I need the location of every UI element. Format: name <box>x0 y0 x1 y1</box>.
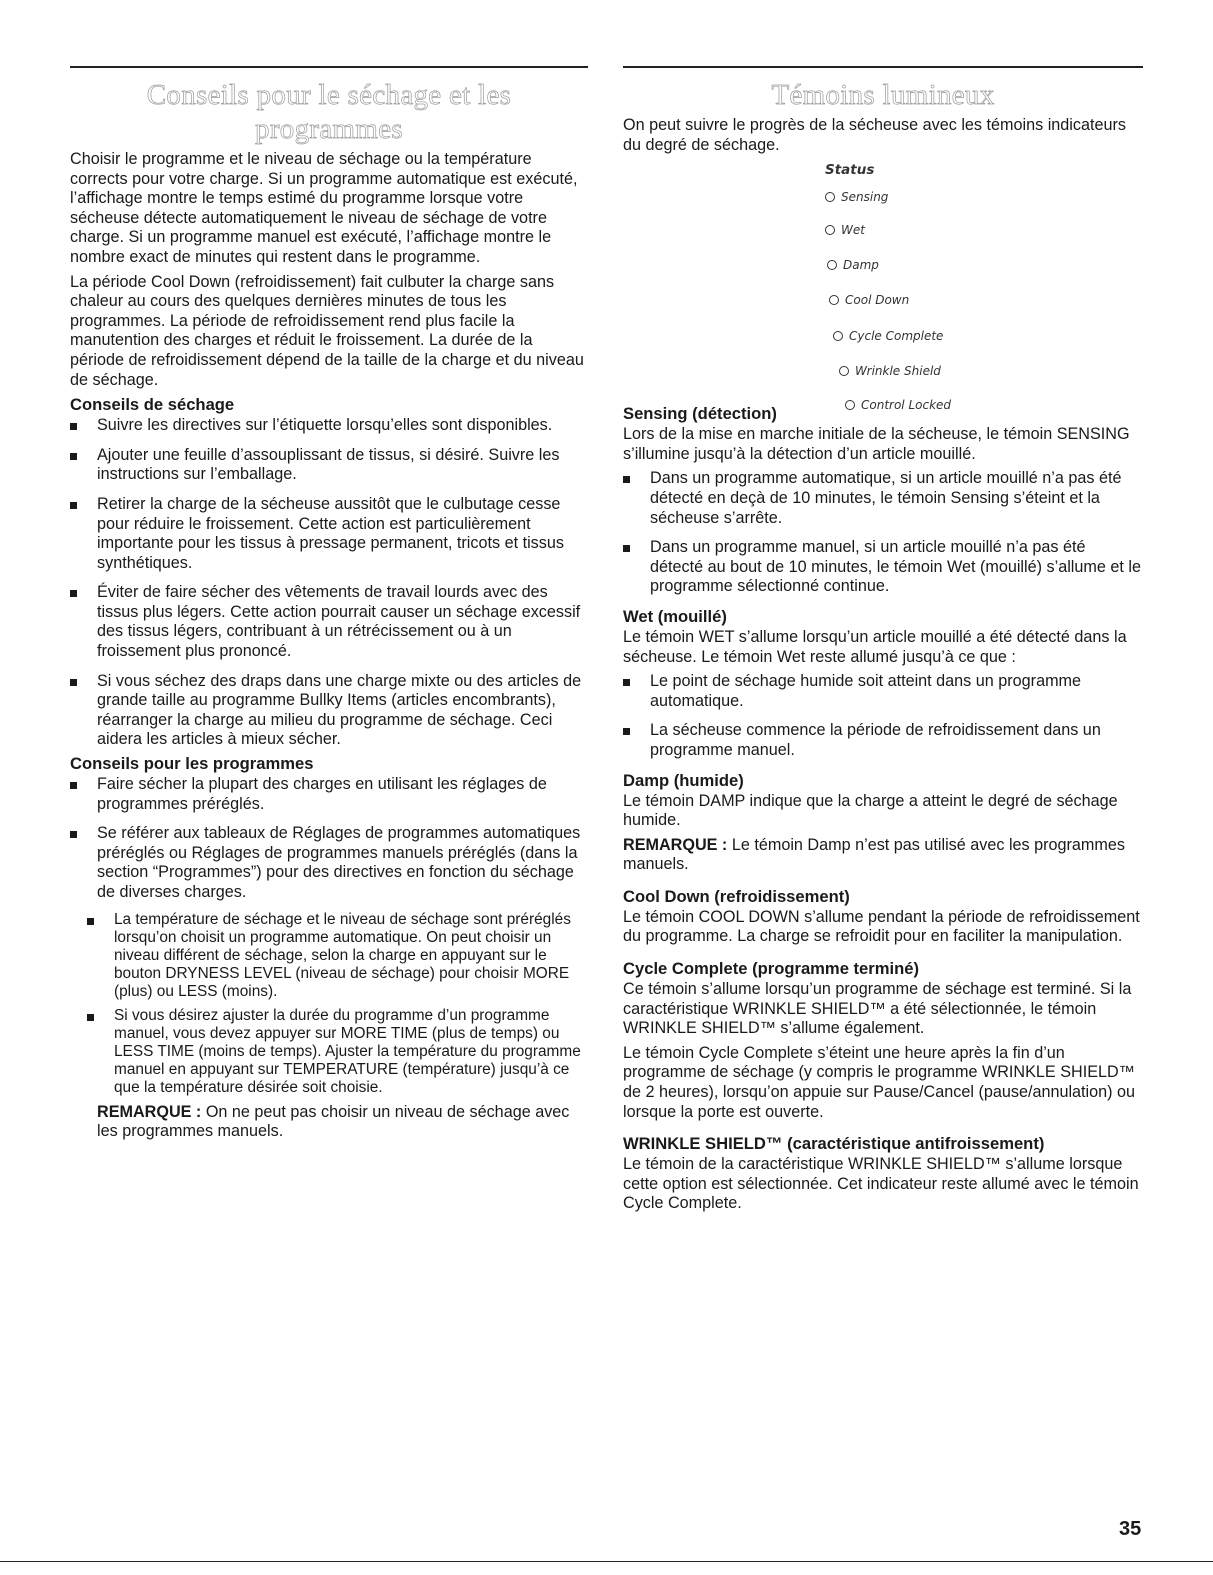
drying-tips-list <box>70 416 588 750</box>
indicator-ring-icon <box>829 295 839 305</box>
status-label: Cool Down <box>845 293 910 308</box>
indicator-ring-icon <box>845 400 855 410</box>
left-column <box>70 66 588 1147</box>
top-rule-right <box>623 66 1143 68</box>
status-light-control-locked <box>845 398 951 412</box>
wet-list <box>623 672 1143 760</box>
sensing-text: Lors de la mise en marche initiale de la sécheuse, le témoin SENSING s’illumine jusqu’à la détection d’un article mouillé. <box>623 425 1130 463</box>
damp-note <box>623 836 1143 875</box>
note-text: On ne peut pas choisir un niveau de séchage avec les programmes manuels. <box>97 1102 570 1141</box>
section-title-drying-tips: Conseils pour le séchage et les programmes <box>146 79 512 145</box>
list-item: Si vous séchez des draps dans une charge mixte ou des articles de grande taille au programme Bullky Items (articles encombrants), réarranger la charge au milieu du programme de séchage. Ceci aidera les articles à mieux sécher. <box>70 672 588 750</box>
list-item: Si vous désirez ajuster la durée du programme d’un programme manuel, vous devez appuyer sur MORE TIME (plus de temps) ou LESS TIME (moins de temps). Ajuster la température du programme manuel en appuyant sur TEMPERATURE (température) jusqu’à ce que la température désirée soit choisie. <box>87 1007 588 1097</box>
wet-heading: Wet (mouillé) <box>623 606 727 626</box>
program-tips-sublist <box>87 911 588 1097</box>
list-item: Suivre les directives sur l’étiquette lorsqu’elles sont disponibles. <box>70 416 588 436</box>
indicator-ring-icon <box>825 225 835 235</box>
wrinkle-shield-heading: WRINKLE SHIELD™ (caractéristique antifroissement) <box>623 1134 1045 1154</box>
bottom-rule <box>0 1561 1213 1562</box>
indicator-ring-icon <box>827 260 837 270</box>
status-label: Sensing <box>841 190 889 205</box>
list-item: Se référer aux tableaux de Réglages de programmes automatiques préréglés ou Réglages de programmes manuels préréglés (dans la section “Programmes”) pour des directives en fonction du séchage de diverses charges. <box>70 824 588 902</box>
status-light-wrinkle-shield <box>839 364 941 378</box>
status-light-cycle-complete <box>833 329 943 343</box>
damp-text: Le témoin DAMP indique que la charge a atteint le degré de séchage humide. <box>623 791 1118 830</box>
wrinkle-shield-text: Le témoin de la caractéristique WRINKLE SHIELD™ s’allume lorsque cette option est sélectionnée. Cet indicateur reste allumé avec le témoin Cycle Complete. <box>623 1155 1139 1213</box>
cool-down-text: Le témoin COOL DOWN s’allume pendant la période de refroidissement du programme. La charge se refroidit pour en faciliter la manipulation. <box>623 907 1140 946</box>
note-text: Le témoin Damp n’est pas utilisé avec les programmes manuels. <box>623 835 1125 874</box>
intro-paragraph-1: Choisir le programme et le niveau de séchage ou la température corrects pour votre charge. Si un programme automatique est exécuté, l’affichage montre le temps estimé du programme lorsque votre sécheuse détecte automatiquement le niveau de séchage de votre charge. Si un programme manuel est exécuté, l’affichage montre le nombre exact de minutes qui restent dans le programme. <box>70 150 578 266</box>
list-item: Ajouter une feuille d’assouplissant de tissus, si désiré. Suivre les instructions sur l’emballage. <box>70 446 588 485</box>
status-light-wet <box>825 223 865 237</box>
status-label: Wrinkle Shield <box>855 364 941 379</box>
status-title: Status <box>825 162 875 179</box>
cycle-complete-heading: Cycle Complete (programme terminé) <box>623 959 919 979</box>
status-panel-illustration <box>623 160 1143 413</box>
program-tips-heading: Conseils pour les programmes <box>70 754 314 774</box>
status-label: Cycle Complete <box>849 329 944 344</box>
note-label: REMARQUE : <box>97 1102 202 1121</box>
sensing-list <box>623 469 1143 597</box>
indicator-intro: On peut suivre le progrès de la sécheuse avec les témoins indicateurs du degré de séchage. <box>623 116 1126 154</box>
list-item: Dans un programme automatique, si un article mouillé n’a pas été détecté en deçà de 10 minutes, le témoin Sensing s’éteint et la sécheuse s’arrête. <box>623 469 1143 528</box>
indicator-ring-icon <box>839 366 849 376</box>
list-item: La température de séchage et le niveau de séchage sont préréglés lorsqu’on choisit un programme automatique. On peut choisir un niveau différent de séchage, selon la charge en appuyant sur le bouton DRYNESS LEVEL (niveau de séchage) pour choisir MORE (plus) ou LESS (moins). <box>87 911 588 1001</box>
status-light-cool-down <box>829 293 909 307</box>
status-label: Control Locked <box>861 398 952 413</box>
indicator-ring-icon <box>825 192 835 202</box>
program-tips-list <box>70 775 588 903</box>
status-label: Wet <box>841 223 865 238</box>
list-item: Faire sécher la plupart des charges en utilisant les réglages de programmes préréglés. <box>70 775 588 814</box>
section-title-indicator-lights: Témoins lumineux <box>771 79 995 111</box>
list-item: Le point de séchage humide soit atteint dans un programme automatique. <box>623 672 1143 711</box>
cycle-complete-text-2: Le témoin Cycle Complete s’éteint une heure après la fin d’un programme de séchage (y compris le programme WRINKLE SHIELD™ de 2 heures), lorsqu’on appuie sur Pause/Cancel (pause/annulation) ou lorsque la porte est ouverte. <box>623 1043 1136 1121</box>
note-paragraph <box>70 1103 588 1142</box>
indicator-ring-icon <box>833 331 843 341</box>
list-item: Dans un programme manuel, si un article mouillé n’a pas été détecté au bout de 10 minutes, le témoin Wet (mouillé) s’allume et le programme sélectionné continue. <box>623 538 1143 597</box>
status-light-damp <box>827 258 879 272</box>
list-item: La sécheuse commence la période de refroidissement dans un programme manuel. <box>623 721 1143 760</box>
wet-text: Le témoin WET s’allume lorsqu’un article mouillé a été détecté dans la sécheuse. Le témoin Wet reste allumé jusqu’à ce que : <box>623 627 1127 666</box>
drying-tips-heading: Conseils de séchage <box>70 395 235 415</box>
list-item: Retirer la charge de la sécheuse aussitôt que le culbutage cesse pour réduire le froissement. Cette action est particulièrement importante pour les tissus à pressage permanent, tricots et tissus synthétiques. <box>70 495 588 573</box>
status-light-sensing <box>825 190 888 204</box>
right-column <box>623 66 1143 1219</box>
sensing-heading: Sensing (détection) <box>623 404 777 424</box>
intro-paragraph-2: La période Cool Down (refroidissement) fait culbuter la charge sans chaleur au cours des quelques dernières minutes de tous les programmes. La période de refroidissement rend plus facile la manutention des charges et réduit le froissement. La durée de la période de refroidissement dépend de la taille de la charge et du niveau de séchage. <box>70 272 584 389</box>
cool-down-heading: Cool Down (refroidissement) <box>623 886 850 906</box>
page-number: 35 <box>1119 1518 1142 1540</box>
list-item: Éviter de faire sécher des vêtements de travail lourds avec des tissus plus légers. Cette action pourrait causer un séchage excessif des tissus légers, contribuant à un rétrécissement ou à un froissement plus prononcé. <box>70 583 588 661</box>
status-label: Damp <box>843 258 879 273</box>
damp-heading: Damp (humide) <box>623 770 744 790</box>
cycle-complete-text-1: Ce témoin s’allume lorsqu’un programme de séchage est terminé. Si la caractéristique WRINKLE SHIELD™ a été sélectionnée, le témoin WRINKLE SHIELD™ s’allume également. <box>623 980 1132 1038</box>
top-rule-left <box>70 66 588 68</box>
note-label: REMARQUE : <box>623 835 728 854</box>
